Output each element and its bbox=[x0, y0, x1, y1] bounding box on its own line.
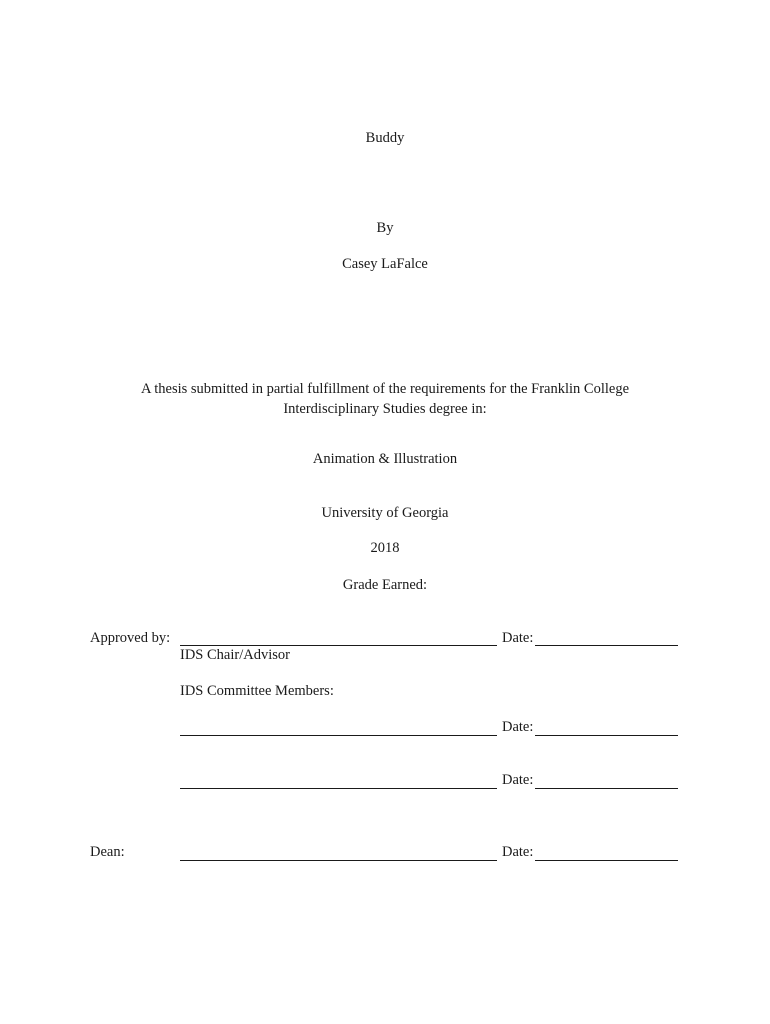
approved-by-label: Approved by: bbox=[90, 630, 171, 646]
thesis-statement-line-1: A thesis submitted in partial fulfillment of the requirements for the Franklin College bbox=[140, 381, 630, 397]
committee-signature-line-1 bbox=[180, 735, 497, 736]
committee-signature-line-2 bbox=[180, 788, 497, 789]
committee-date-label-1: Date: bbox=[502, 719, 534, 735]
thesis-statement-line-2: Interdisciplinary Studies degree in: bbox=[283, 401, 487, 417]
grade-earned-label: Grade Earned: bbox=[342, 577, 428, 593]
university-name: University of Georgia bbox=[321, 505, 449, 521]
year: 2018 bbox=[370, 540, 400, 556]
committee-members-label: IDS Committee Members: bbox=[180, 683, 334, 699]
chair-date-label: Date: bbox=[502, 630, 534, 646]
dean-date-label: Date: bbox=[502, 844, 534, 860]
dean-label: Dean: bbox=[90, 844, 125, 860]
author-name: Casey LaFalce bbox=[342, 256, 428, 272]
committee-date-line-1 bbox=[535, 735, 678, 736]
dean-signature-line bbox=[180, 860, 497, 861]
committee-date-line-2 bbox=[535, 788, 678, 789]
dean-date-line bbox=[535, 860, 678, 861]
by-label: By bbox=[376, 220, 394, 236]
committee-date-label-2: Date: bbox=[502, 772, 534, 788]
thesis-title: Buddy bbox=[365, 130, 405, 146]
chair-signature-line bbox=[180, 645, 497, 646]
degree-name: Animation & Illustration bbox=[312, 451, 458, 467]
thesis-statement bbox=[0, 379, 770, 419]
chair-date-line bbox=[535, 645, 678, 646]
chair-role-label: IDS Chair/Advisor bbox=[180, 647, 290, 663]
